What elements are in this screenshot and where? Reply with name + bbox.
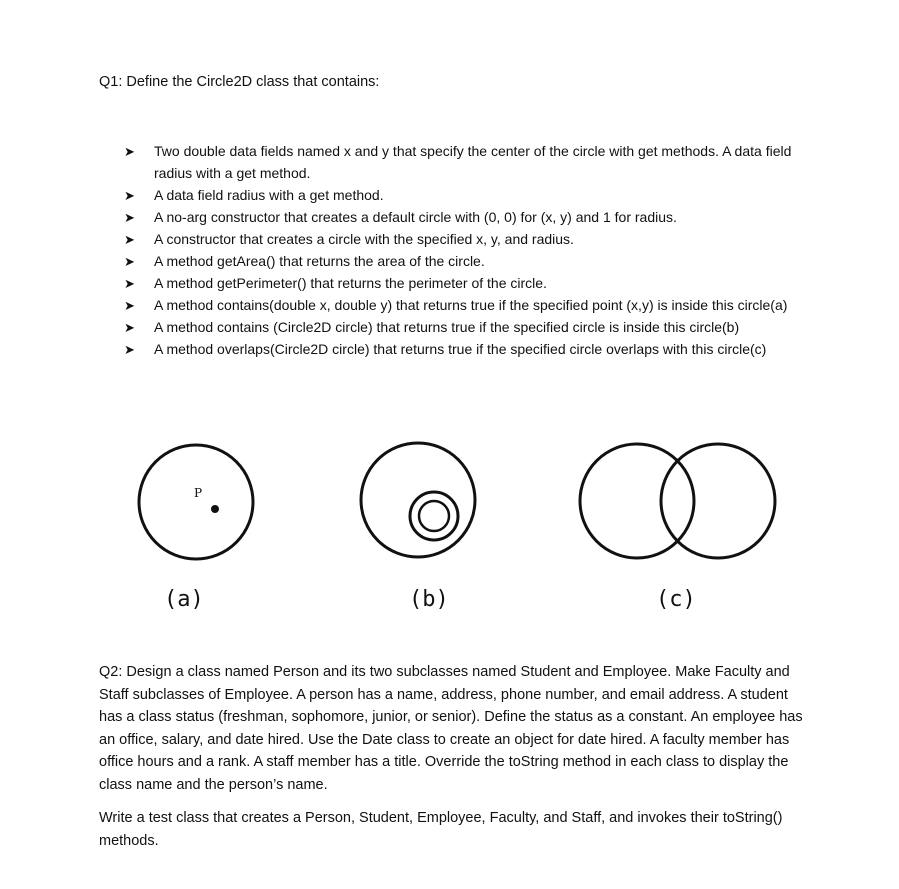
arrowhead-bullet-icon: ➤ bbox=[124, 342, 135, 357]
list-item bbox=[124, 294, 814, 316]
q2-paragraph: Q2: Design a class named Person and its two subclasses named Student and Employee. Make Faculty and Staff subclasses of Employee. A person has a name, address, phone number, and email address. A student has a class status (freshman, sophomore, junior, or senior). Define the status as a constant. An employee has an office, salary, and date hired. Use the Date class to create an object for date hired. A faculty member has office hours and a rank. A staff member has a title. Override the toString method in each class to display the class name and the person’s name. bbox=[99, 664, 803, 793]
point-p-dot bbox=[211, 505, 219, 513]
list-item bbox=[124, 140, 814, 184]
q2-section bbox=[99, 661, 814, 852]
list-item bbox=[124, 272, 814, 294]
list-item bbox=[124, 250, 814, 272]
list-item-text: A method overlaps(Circle2D circle) that returns true if the specified circle overlaps with this circle(c) bbox=[154, 341, 767, 357]
list-item bbox=[124, 206, 814, 228]
list-item-text: A no-arg constructor that creates a default circle with (0, 0) for (x, y) and 1 for radius. bbox=[154, 209, 677, 225]
point-label: P bbox=[194, 486, 203, 500]
arrowhead-bullet-icon: ➤ bbox=[124, 188, 135, 203]
arrowhead-bullet-icon: ➤ bbox=[124, 254, 135, 269]
circle-b-outer bbox=[361, 443, 475, 557]
arrowhead-bullet-icon: ➤ bbox=[124, 298, 135, 313]
list-item-text: A method contains(double x, double y) that returns true if the specified point (x,y) is inside this circle(a) bbox=[154, 297, 788, 313]
list-item-text: A method contains (Circle2D circle) that returns true if the specified circle is inside this circle(b) bbox=[154, 319, 740, 335]
list-item-text: A data field radius with a get method. bbox=[154, 187, 384, 203]
q2-test-class-paragraph: Write a test class that creates a Person, Student, Employee, Faculty, and Staff, and invokes their toString() methods. bbox=[99, 810, 783, 849]
caption-c: (c) bbox=[656, 587, 696, 612]
circle-c-left bbox=[580, 444, 694, 558]
arrowhead-bullet-icon: ➤ bbox=[124, 232, 135, 247]
circle-a-outer bbox=[139, 445, 253, 559]
list-item bbox=[124, 228, 814, 250]
circle-c-right bbox=[661, 444, 775, 558]
caption-b: (b) bbox=[409, 587, 449, 612]
q1-requirements-list bbox=[124, 140, 814, 360]
q1-title: Q1: Define the Circle2D class that contains: bbox=[99, 74, 380, 90]
caption-a: (a) bbox=[164, 587, 204, 612]
list-item-text: Two double data fields named x and y that specify the center of the circle with get methods. A data field radius with a get method. bbox=[154, 143, 792, 181]
arrowhead-bullet-icon: ➤ bbox=[124, 276, 135, 291]
arrowhead-bullet-icon: ➤ bbox=[124, 320, 135, 335]
list-item-text: A method getArea() that returns the area of the circle. bbox=[154, 253, 485, 269]
arrowhead-bullet-icon: ➤ bbox=[124, 210, 135, 225]
list-item bbox=[124, 184, 814, 206]
circle-b-inner bbox=[410, 492, 458, 540]
list-item-text: A constructor that creates a circle with the specified x, y, and radius. bbox=[154, 231, 574, 247]
circle-b-inner-ring bbox=[419, 501, 449, 531]
list-item-text: A method getPerimeter() that returns the perimeter of the circle. bbox=[154, 275, 547, 291]
arrowhead-bullet-icon: ➤ bbox=[124, 144, 135, 159]
list-item bbox=[124, 338, 814, 360]
list-item bbox=[124, 316, 814, 338]
